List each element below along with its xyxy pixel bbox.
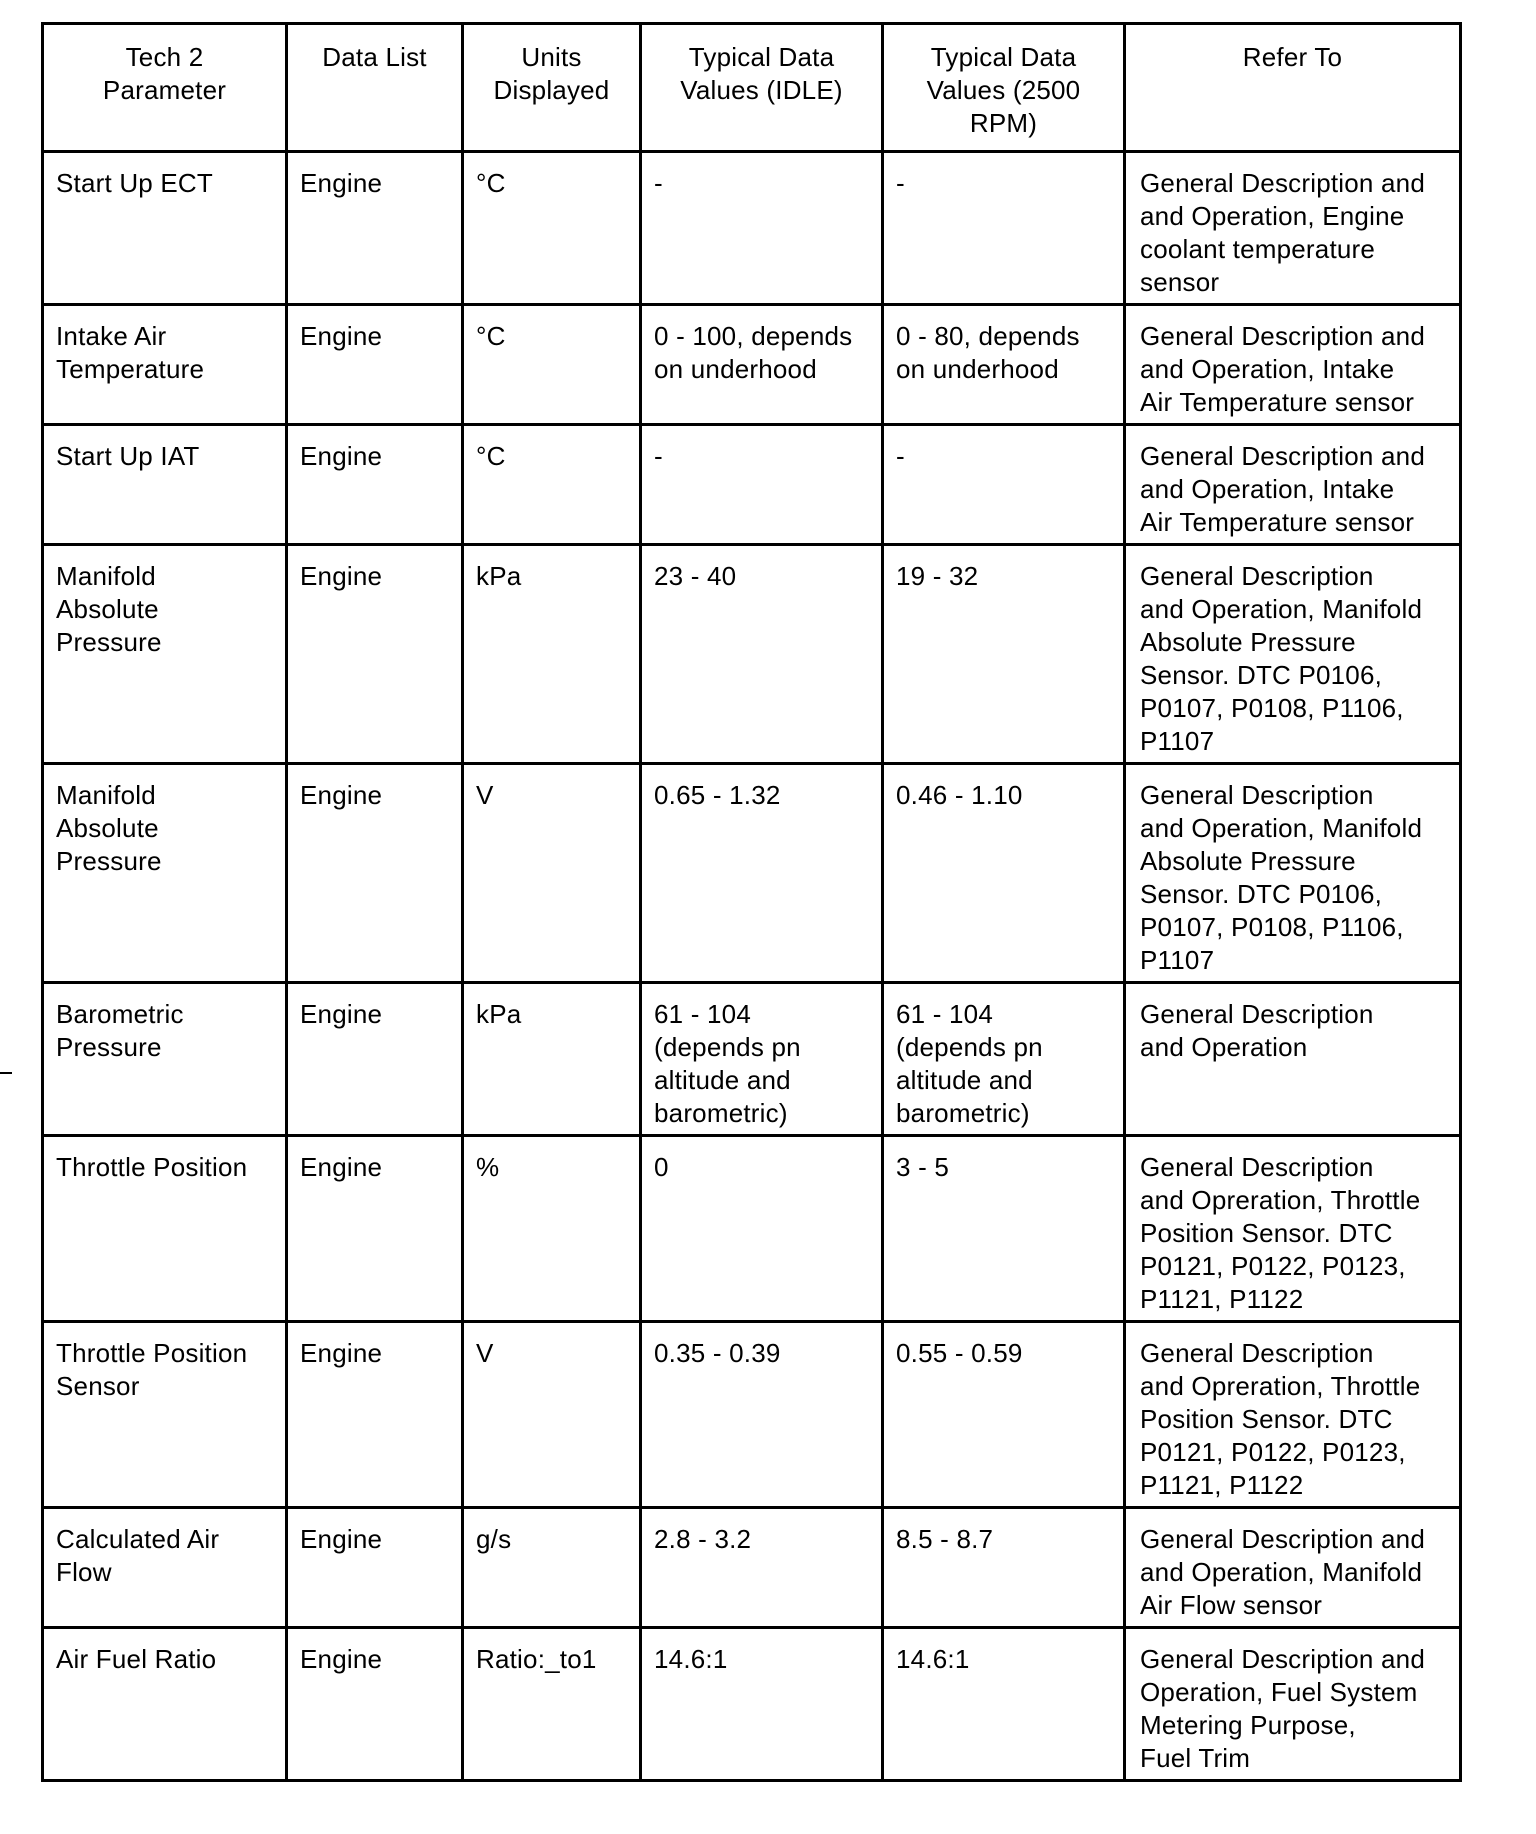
- cell-idle: -: [641, 425, 883, 545]
- cell-refer: General Description and Operation: [1125, 983, 1461, 1136]
- cell-data-list: Engine: [287, 1508, 463, 1628]
- table-row: [43, 1628, 1461, 1781]
- cell-units: g/s: [463, 1508, 641, 1628]
- cell-idle: -: [641, 152, 883, 305]
- header-units-displayed: Units Displayed: [463, 24, 641, 152]
- cell-2500rpm: 0.46 - 1.10: [883, 764, 1125, 983]
- table-row: [43, 425, 1461, 545]
- table-row: [43, 152, 1461, 305]
- header-data-list: Data List: [287, 24, 463, 152]
- cell-parameter: Calculated Air Flow: [43, 1508, 287, 1628]
- header-typical-idle: Typical Data Values (IDLE): [641, 24, 883, 152]
- cell-data-list: Engine: [287, 152, 463, 305]
- cell-idle: 0: [641, 1136, 883, 1322]
- cell-parameter: Start Up ECT: [43, 152, 287, 305]
- cell-refer: General Description and and Operation, Intake Air Temperature sensor: [1125, 425, 1461, 545]
- cell-refer: General Description and and Operation, Intake Air Temperature sensor: [1125, 305, 1461, 425]
- cell-units: °C: [463, 305, 641, 425]
- cell-2500rpm: 8.5 - 8.7: [883, 1508, 1125, 1628]
- cell-parameter: Throttle Position: [43, 1136, 287, 1322]
- table-row: [43, 1508, 1461, 1628]
- cell-units: Ratio:_to1: [463, 1628, 641, 1781]
- cell-2500rpm: 0 - 80, depends on underhood: [883, 305, 1125, 425]
- cell-refer: General Description and Opreration, Throttle Position Sensor. DTC P0121, P0122, P0123, P1121, P1122: [1125, 1136, 1461, 1322]
- cell-parameter: Manifold Absolute Pressure: [43, 545, 287, 764]
- table-row: [43, 764, 1461, 983]
- cell-units: kPa: [463, 983, 641, 1136]
- cell-idle: 2.8 - 3.2: [641, 1508, 883, 1628]
- cell-2500rpm: -: [883, 425, 1125, 545]
- table-row: [43, 545, 1461, 764]
- cell-data-list: Engine: [287, 983, 463, 1136]
- cell-parameter: Air Fuel Ratio: [43, 1628, 287, 1781]
- cell-idle: 14.6:1: [641, 1628, 883, 1781]
- cell-data-list: Engine: [287, 1136, 463, 1322]
- cell-data-list: Engine: [287, 1322, 463, 1508]
- tech2-parameter-table: [41, 22, 1462, 1782]
- cell-units: °C: [463, 152, 641, 305]
- cell-refer: General Description and Operation, Manifold Absolute Pressure Sensor. DTC P0106, P0107, P0108, P1106, P1107: [1125, 545, 1461, 764]
- table-row: [43, 1322, 1461, 1508]
- cell-refer: General Description and and Operation, Manifold Air Flow sensor: [1125, 1508, 1461, 1628]
- cell-idle: 0 - 100, depends on underhood: [641, 305, 883, 425]
- cell-parameter: Start Up IAT: [43, 425, 287, 545]
- cell-parameter: Manifold Absolute Pressure: [43, 764, 287, 983]
- cell-units: V: [463, 1322, 641, 1508]
- cell-refer: General Description and and Operation, Engine coolant temperature sensor: [1125, 152, 1461, 305]
- cell-2500rpm: 3 - 5: [883, 1136, 1125, 1322]
- cell-idle: 0.35 - 0.39: [641, 1322, 883, 1508]
- cell-2500rpm: 0.55 - 0.59: [883, 1322, 1125, 1508]
- cell-refer: General Description and Opreration, Throttle Position Sensor. DTC P0121, P0122, P0123, P1121, P1122: [1125, 1322, 1461, 1508]
- table-row: [43, 983, 1461, 1136]
- cell-units: %: [463, 1136, 641, 1322]
- cell-2500rpm: 14.6:1: [883, 1628, 1125, 1781]
- cell-data-list: Engine: [287, 1628, 463, 1781]
- cell-2500rpm: 19 - 32: [883, 545, 1125, 764]
- cell-parameter: Intake Air Temperature: [43, 305, 287, 425]
- cell-units: kPa: [463, 545, 641, 764]
- margin-mark: [0, 1072, 12, 1074]
- cell-refer: General Description and Operation, Manifold Absolute Pressure Sensor. DTC P0106, P0107, P0108, P1106, P1107: [1125, 764, 1461, 983]
- header-tech2-parameter: Tech 2 Parameter: [43, 24, 287, 152]
- header-typical-2500rpm: Typical Data Values (2500 RPM): [883, 24, 1125, 152]
- cell-data-list: Engine: [287, 305, 463, 425]
- cell-idle: 0.65 - 1.32: [641, 764, 883, 983]
- cell-refer: General Description and Operation, Fuel System Metering Purpose, Fuel Trim: [1125, 1628, 1461, 1781]
- cell-2500rpm: 61 - 104 (depends pn altitude and barometric): [883, 983, 1125, 1136]
- cell-2500rpm: -: [883, 152, 1125, 305]
- cell-data-list: Engine: [287, 764, 463, 983]
- cell-data-list: Engine: [287, 545, 463, 764]
- table-row: [43, 305, 1461, 425]
- cell-data-list: Engine: [287, 425, 463, 545]
- table-row: [43, 1136, 1461, 1322]
- cell-idle: 61 - 104 (depends pn altitude and barometric): [641, 983, 883, 1136]
- header-refer-to: Refer To: [1125, 24, 1461, 152]
- cell-parameter: Throttle Position Sensor: [43, 1322, 287, 1508]
- cell-units: V: [463, 764, 641, 983]
- cell-units: °C: [463, 425, 641, 545]
- cell-idle: 23 - 40: [641, 545, 883, 764]
- table-header-row: [43, 24, 1461, 152]
- cell-parameter: Barometric Pressure: [43, 983, 287, 1136]
